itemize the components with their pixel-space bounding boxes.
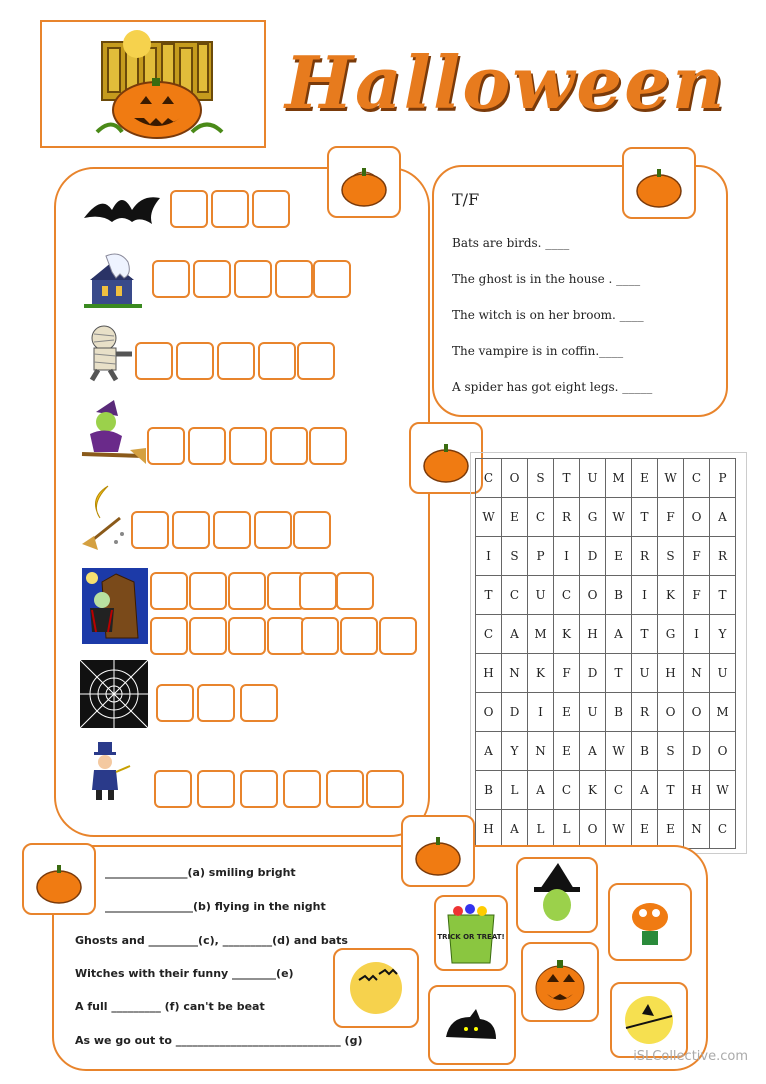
letter-box[interactable] <box>240 684 278 722</box>
word-search-cell[interactable]: S <box>658 537 684 576</box>
word-search-cell[interactable]: S <box>658 732 684 771</box>
word-search-cell[interactable]: P <box>528 537 554 576</box>
word-search-cell[interactable]: K <box>658 576 684 615</box>
word-search-cell[interactable]: A <box>710 498 736 537</box>
pumpkin-icon <box>403 817 473 885</box>
letter-box[interactable] <box>270 427 308 465</box>
word-search-cell[interactable]: M <box>528 615 554 654</box>
word-search-cell[interactable]: D <box>580 537 606 576</box>
word-search-cell[interactable]: C <box>554 576 580 615</box>
word-search-cell[interactable]: A <box>476 732 502 771</box>
word-search-row <box>476 810 736 849</box>
pumpkin-badge-5 <box>401 815 475 887</box>
letter-box[interactable] <box>176 342 214 380</box>
word-search-cell[interactable]: B <box>606 693 632 732</box>
letter-box[interactable] <box>366 770 404 808</box>
word-search-cell[interactable]: T <box>606 654 632 693</box>
word-search-cell[interactable]: H <box>476 810 502 849</box>
letter-box[interactable] <box>228 572 266 610</box>
word-search-row <box>476 732 736 771</box>
letter-box[interactable] <box>211 190 249 228</box>
letter-box[interactable] <box>152 260 190 298</box>
word-search-cell[interactable]: S <box>528 459 554 498</box>
letter-box[interactable] <box>229 427 267 465</box>
letter-box[interactable] <box>297 342 335 380</box>
letter-box[interactable] <box>340 617 378 655</box>
word-search-cell[interactable]: H <box>580 615 606 654</box>
word-search-cell[interactable]: M <box>606 459 632 498</box>
word-search-row <box>476 537 736 576</box>
word-search-cell[interactable]: E <box>502 498 528 537</box>
word-search-cell[interactable]: N <box>502 654 528 693</box>
word-search-cell[interactable]: C <box>554 771 580 810</box>
letter-box[interactable] <box>252 190 290 228</box>
letter-box[interactable] <box>275 260 313 298</box>
letter-box[interactable] <box>217 342 255 380</box>
letter-box[interactable] <box>150 617 188 655</box>
flying-witch-icon <box>612 984 686 1056</box>
word-search-cell[interactable]: K <box>580 771 606 810</box>
word-search-cell[interactable]: I <box>476 537 502 576</box>
word-search-cell[interactable]: C <box>528 498 554 537</box>
word-search-cell[interactable]: O <box>684 693 710 732</box>
pumpkin-badge-1 <box>327 146 401 218</box>
letter-box[interactable] <box>299 572 337 610</box>
pumpkin-badge-4 <box>22 843 96 915</box>
letter-box[interactable] <box>240 770 278 808</box>
letter-box[interactable] <box>254 511 292 549</box>
black-cat-icon <box>430 987 514 1063</box>
pumpkin-character-picture <box>608 883 692 961</box>
word-search-cell[interactable]: D <box>580 654 606 693</box>
word-search-cell[interactable]: N <box>528 732 554 771</box>
word-search-cell[interactable]: O <box>580 810 606 849</box>
word-search-cell[interactable]: P <box>710 459 736 498</box>
tf-heading: T/F <box>452 190 480 209</box>
word-search-cell[interactable]: U <box>580 693 606 732</box>
word-search-cell[interactable]: F <box>658 498 684 537</box>
letter-box[interactable] <box>379 617 417 655</box>
word-search-row <box>476 654 736 693</box>
word-search-cell[interactable]: A <box>632 771 658 810</box>
word-search-cell[interactable]: R <box>632 537 658 576</box>
vampire-coffin-icon <box>82 568 148 644</box>
word-search-row <box>476 459 736 498</box>
word-search-row <box>476 771 736 810</box>
word-search-cell[interactable]: O <box>476 693 502 732</box>
word-search-cell[interactable]: S <box>502 537 528 576</box>
letter-box[interactable] <box>197 770 235 808</box>
jack-o-lantern-picture <box>521 942 599 1022</box>
word-search-cell[interactable]: K <box>528 654 554 693</box>
word-search-cell[interactable]: T <box>658 771 684 810</box>
word-search-cell[interactable]: T <box>632 498 658 537</box>
word-search-cell[interactable]: B <box>476 771 502 810</box>
word-search-cell[interactable]: W <box>606 732 632 771</box>
word-search-cell[interactable]: F <box>684 576 710 615</box>
pumpkin-icon <box>624 149 694 217</box>
word-search-cell[interactable]: W <box>606 498 632 537</box>
word-search-cell[interactable]: O <box>684 498 710 537</box>
letter-box[interactable] <box>213 511 251 549</box>
word-search-cell[interactable]: I <box>554 537 580 576</box>
letter-box[interactable] <box>170 190 208 228</box>
tf-statement: Bats are birds. ____ <box>452 236 570 250</box>
jack-o-lantern-icon <box>523 944 597 1020</box>
word-search-row <box>476 693 736 732</box>
black-cat-picture <box>428 985 516 1065</box>
word-search-cell[interactable]: H <box>476 654 502 693</box>
word-search-cell[interactable]: I <box>528 693 554 732</box>
witch-face-icon <box>518 859 596 931</box>
word-search-cell[interactable]: D <box>502 693 528 732</box>
pumpkin-badge-2 <box>622 147 696 219</box>
word-search-cell[interactable]: C <box>502 576 528 615</box>
word-search-cell[interactable]: F <box>554 654 580 693</box>
pumpkin-icon <box>329 148 399 216</box>
word-search-cell[interactable]: I <box>684 615 710 654</box>
witch-icon <box>78 398 148 468</box>
word-search-cell[interactable]: H <box>684 771 710 810</box>
word-search-cell[interactable]: W <box>710 771 736 810</box>
word-search-cell[interactable]: T <box>554 459 580 498</box>
tf-statement: The ghost is in the house . ____ <box>452 272 641 286</box>
letter-box[interactable] <box>189 572 227 610</box>
word-search-cell[interactable]: K <box>554 615 580 654</box>
word-search-cell[interactable]: C <box>476 615 502 654</box>
word-search-cell[interactable]: O <box>580 576 606 615</box>
word-search-cell[interactable]: R <box>710 537 736 576</box>
word-search-cell[interactable]: N <box>684 654 710 693</box>
candy-bag-picture <box>434 895 508 971</box>
letter-box[interactable] <box>228 617 266 655</box>
word-search-cell[interactable]: E <box>606 537 632 576</box>
song-line: A full _________ (f) can't be beat <box>75 1000 265 1013</box>
letter-box[interactable] <box>258 342 296 380</box>
word-search-cell[interactable]: T <box>710 576 736 615</box>
song-line: As we go out to ______________________________ (g) <box>75 1034 363 1047</box>
word-search-cell[interactable]: C <box>606 771 632 810</box>
word-search-cell[interactable]: U <box>632 654 658 693</box>
letter-box[interactable] <box>197 684 235 722</box>
word-search-cell[interactable]: C <box>684 459 710 498</box>
word-search-cell[interactable]: L <box>502 771 528 810</box>
word-search-cell[interactable]: A <box>606 615 632 654</box>
pumpkin-icon <box>24 845 94 913</box>
word-search-cell[interactable]: U <box>580 459 606 498</box>
letter-box[interactable] <box>234 260 272 298</box>
mummy-icon <box>80 324 134 382</box>
letter-box[interactable] <box>293 511 331 549</box>
tf-statement: The witch is on her broom. ____ <box>452 308 644 322</box>
letter-box[interactable] <box>150 572 188 610</box>
song-line: _______________(a) smiling bright <box>105 866 296 879</box>
letter-box[interactable] <box>154 770 192 808</box>
witch-moon-picture <box>610 982 688 1058</box>
word-search-row <box>476 498 736 537</box>
word-search-cell[interactable]: W <box>658 459 684 498</box>
page-title: Halloween <box>285 40 727 125</box>
word-search-cell[interactable]: A <box>528 771 554 810</box>
word-search-grid <box>475 458 736 849</box>
letter-box[interactable] <box>309 427 347 465</box>
letter-box[interactable] <box>193 260 231 298</box>
bat-icon <box>82 188 162 230</box>
witch-face-picture <box>516 857 598 933</box>
letter-box[interactable] <box>156 684 194 722</box>
word-search-cell[interactable]: T <box>476 576 502 615</box>
word-search-cell[interactable]: G <box>580 498 606 537</box>
letter-box[interactable] <box>131 511 169 549</box>
letter-box[interactable] <box>172 511 210 549</box>
tf-statement: The vampire is in coffin.____ <box>452 344 624 358</box>
ghost-house-icon <box>80 250 146 310</box>
word-search-cell[interactable]: Y <box>502 732 528 771</box>
word-search-cell[interactable]: R <box>632 693 658 732</box>
letter-box[interactable] <box>189 617 227 655</box>
song-line: Ghosts and _________(c), _________(d) and bats <box>75 934 348 947</box>
word-search-cell[interactable]: T <box>632 615 658 654</box>
word-search-cell[interactable]: L <box>528 810 554 849</box>
letter-box[interactable] <box>188 427 226 465</box>
letter-box[interactable] <box>326 770 364 808</box>
word-search-cell[interactable]: E <box>632 459 658 498</box>
song-line: ________________(b) flying in the night <box>105 900 326 913</box>
letter-box[interactable] <box>301 617 339 655</box>
letter-box[interactable] <box>336 572 374 610</box>
word-search-cell[interactable]: H <box>658 654 684 693</box>
word-search-cell[interactable]: W <box>606 810 632 849</box>
word-search-cell[interactable]: E <box>554 732 580 771</box>
word-search-cell[interactable]: N <box>684 810 710 849</box>
halloween-moon-picture <box>333 948 419 1028</box>
word-search-cell[interactable]: U <box>528 576 554 615</box>
word-search-cell[interactable]: F <box>684 537 710 576</box>
word-search-cell[interactable]: C <box>476 459 502 498</box>
logo-box <box>40 20 266 148</box>
word-search-cell[interactable]: I <box>632 576 658 615</box>
word-search-cell[interactable]: E <box>632 810 658 849</box>
word-search-cell[interactable]: A <box>502 615 528 654</box>
magician-icon <box>86 742 132 802</box>
letter-box[interactable] <box>267 617 305 655</box>
letter-box[interactable] <box>313 260 351 298</box>
broom-moon-icon <box>80 482 132 552</box>
word-search-cell[interactable]: Y <box>710 615 736 654</box>
letter-box[interactable] <box>147 427 185 465</box>
footer-watermark: iSLCollective.com <box>633 1049 748 1064</box>
bag-label: TRICK OR TREAT! <box>437 933 505 941</box>
word-search-cell[interactable]: B <box>606 576 632 615</box>
word-search-cell[interactable]: A <box>502 810 528 849</box>
word-search-cell[interactable]: L <box>554 810 580 849</box>
pumpkin-character-icon <box>610 885 690 959</box>
word-search-cell[interactable]: W <box>476 498 502 537</box>
song-line: Witches with their funny ________(e) <box>75 967 294 980</box>
word-search-row <box>476 576 736 615</box>
word-search-cell[interactable]: B <box>632 732 658 771</box>
word-search-cell[interactable]: M <box>710 693 736 732</box>
letter-box[interactable] <box>135 342 173 380</box>
word-search-cell[interactable]: G <box>658 615 684 654</box>
word-search-row <box>476 615 736 654</box>
word-search-cell[interactable]: U <box>710 654 736 693</box>
tf-statement: A spider has got eight legs. _____ <box>452 380 653 394</box>
trick-or-treat-bag-icon <box>436 897 506 969</box>
pumpkin-fence-icon <box>42 22 264 146</box>
letter-box[interactable] <box>283 770 321 808</box>
word-search-cell[interactable]: R <box>554 498 580 537</box>
word-search-cell[interactable]: C <box>710 810 736 849</box>
word-search-cell[interactable]: O <box>658 693 684 732</box>
spider-web-icon <box>80 660 148 728</box>
word-search-cell[interactable]: E <box>658 810 684 849</box>
word-search-cell[interactable]: E <box>554 693 580 732</box>
word-search-cell[interactable]: O <box>710 732 736 771</box>
word-search-cell[interactable]: O <box>502 459 528 498</box>
moon-bats-icon <box>335 950 417 1026</box>
word-search-cell[interactable]: D <box>684 732 710 771</box>
word-search-cell[interactable]: A <box>580 732 606 771</box>
